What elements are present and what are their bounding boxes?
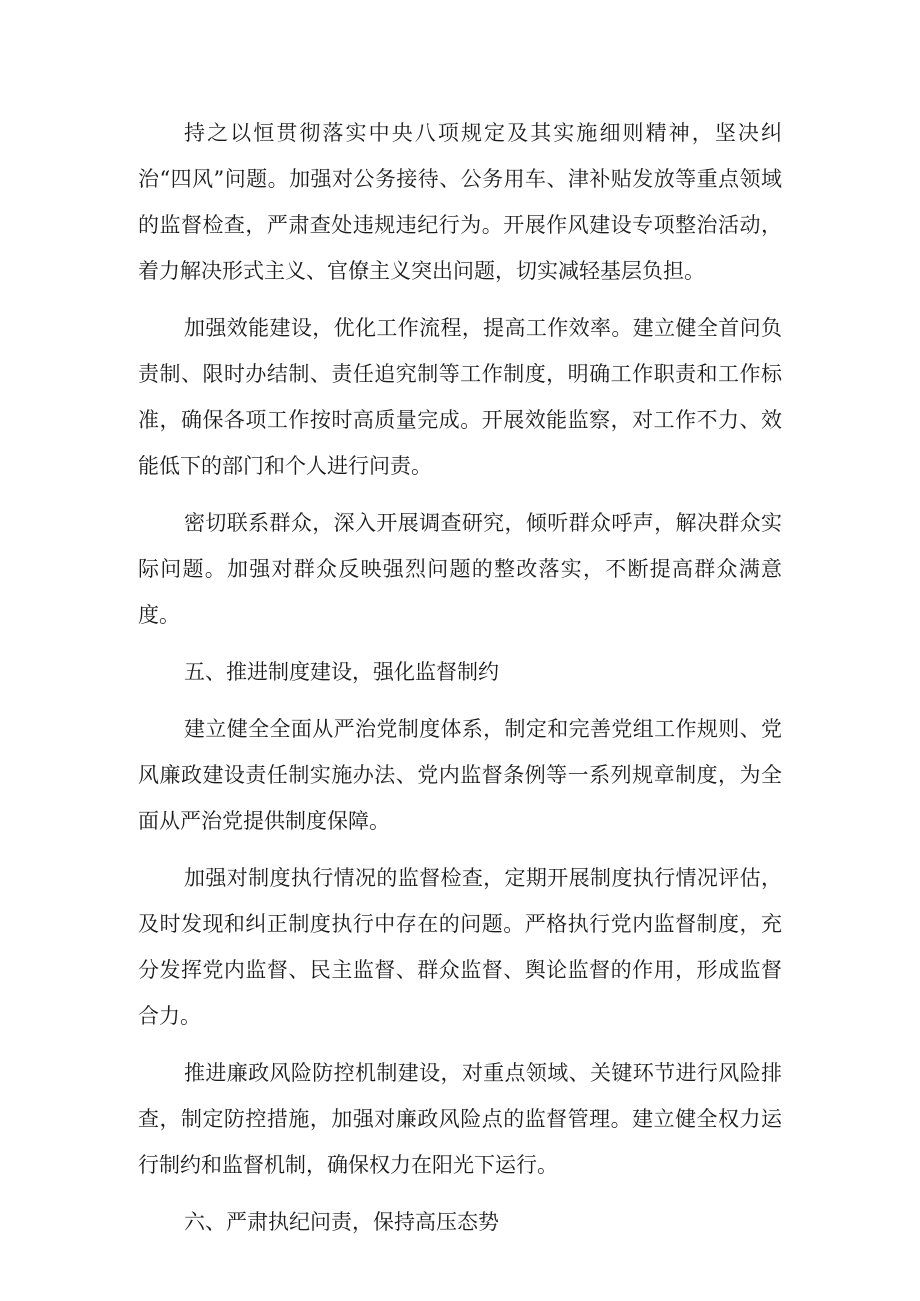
paragraph-system-building: 建立健全全面从严治党制度体系，制定和完善党组工作规则、党风廉政建设责任制实施办法、党内监督条例等一系列规章制度，为全面从严治党提供制度保障。 (138, 717, 782, 833)
paragraph-risk-prevention: 推进廉政风险防控机制建设，对重点领域、关键环节进行风险排查，制定防控措施，加强对廉政风险点的监督管理。建立健全权力运行制约和监督机制，确保权力在阳光下运行。 (138, 1061, 782, 1177)
paragraph-style-compliance: 持之以恒贯彻落实中央八项规定及其实施细则精神，坚决纠治“四风”问题。加强对公务接待、公务用车、津补贴发放等重点领域的监督检查，严肃查处违规违纪行为。开展作风建设专项整治活动，着力解决形式主义、官僚主义突出问题，切实减轻基层负担。 (138, 121, 782, 283)
paragraph-supervision-inspection: 加强对制度执行情况的监督检查，定期开展制度执行情况评估，及时发现和纠正制度执行中存在的问题。严格执行党内监督制度，充分发挥党内监督、民主监督、群众监督、舆论监督的作用，形成监督合力。 (138, 866, 782, 1028)
section-heading-five: 五、推进制度建设，强化监督制约 (184, 660, 499, 684)
paragraph-efficiency-building: 加强效能建设，优化工作流程，提高工作效率。建立健全首问负责制、限时办结制、责任追究制等工作制度，明确工作职责和工作标准，确保各项工作按时高质量完成。开展效能监察，对工作不力、效能低下的部门和个人进行问责。 (138, 316, 782, 478)
document-body (138, 110, 782, 1256)
section-heading-six: 六、严肃执纪问责，保持高压态势 (184, 1210, 499, 1234)
paragraph-mass-contact: 密切联系群众，深入开展调查研究，倾听群众呼声，解决群众实际问题。加强对群众反映强烈问题的整改落实，不断提高群众满意度。 (138, 511, 782, 627)
